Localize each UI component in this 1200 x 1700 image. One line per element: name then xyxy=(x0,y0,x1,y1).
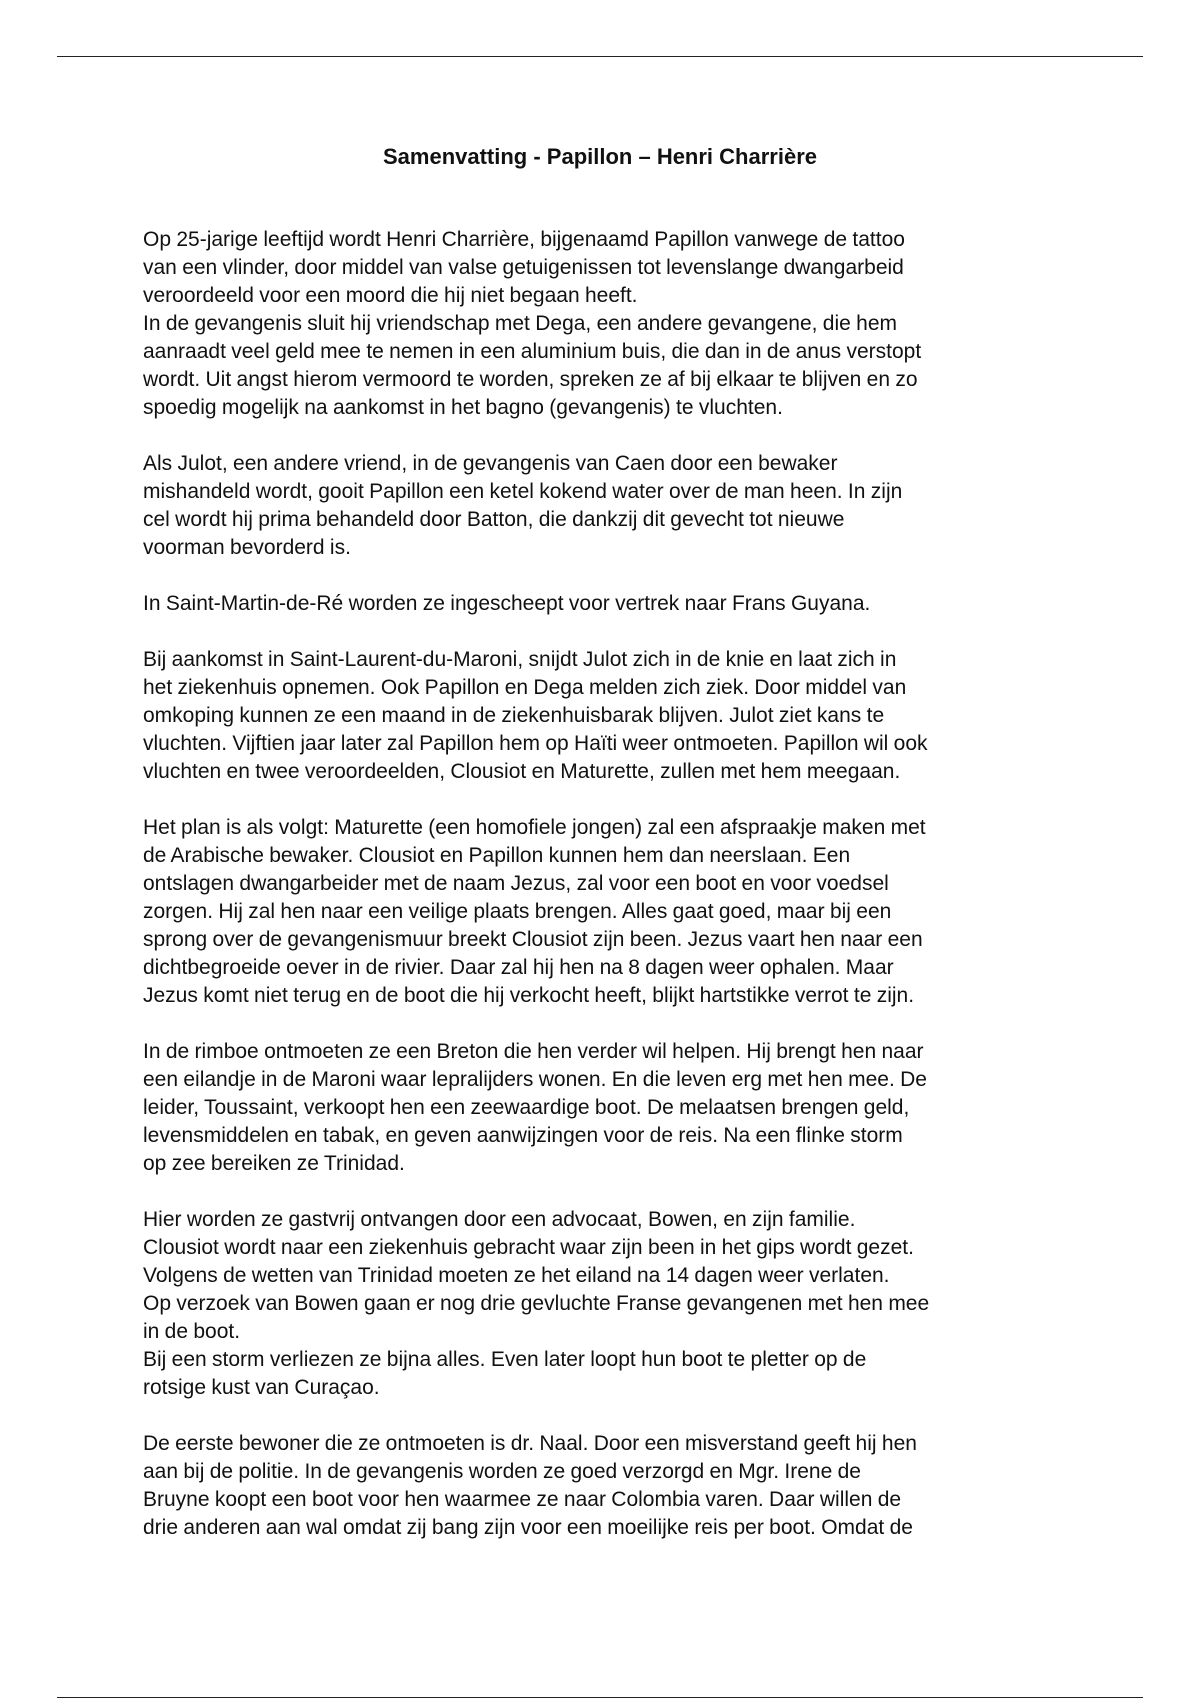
text-line: omkoping kunnen ze een maand in de ziekenhuisbarak blijven. Julot ziet kans te xyxy=(143,704,885,727)
paragraph-2 xyxy=(143,450,1073,562)
text-line: spoedig mogelijk na aankomst in het bagno (gevangenis) te vluchten. xyxy=(143,396,783,419)
text-line: een eilandje in de Maroni waar lepralijders wonen. En die leven erg met hen mee. De xyxy=(143,1068,927,1091)
text-line: de Arabische bewaker. Clousiot en Papillon kunnen hem dan neerslaan. Een xyxy=(143,844,851,867)
paragraph-4 xyxy=(143,646,1073,786)
text-line: Jezus komt niet terug en de boot die hij verkocht heeft, blijkt hartstikke verrot te zijn. xyxy=(143,984,915,1007)
text-line: Hier worden ze gastvrij ontvangen door een advocaat, Bowen, en zijn familie. xyxy=(143,1208,856,1231)
text-line: vluchten. Vijftien jaar later zal Papillon hem op Haïti weer ontmoeten. Papillon wil ook xyxy=(143,732,928,755)
text-line: het ziekenhuis opnemen. Ook Papillon en Dega melden zich ziek. Door middel van xyxy=(143,676,907,699)
text-line: vluchten en twee veroordeelden, Clousiot en Maturette, zullen met hem meegaan. xyxy=(143,760,901,783)
top-rule xyxy=(57,56,1143,57)
text-line: aanraadt veel geld mee te nemen in een aluminium buis, die dan in de anus verstopt xyxy=(143,340,922,363)
text-line: levensmiddelen en tabak, en geven aanwijzingen voor de reis. Na een flinke storm xyxy=(143,1124,903,1147)
text-line: In de rimboe ontmoeten ze een Breton die hen verder wil helpen. Hij brengt hen naar xyxy=(143,1040,924,1063)
text-line: dichtbegroeide oever in de rivier. Daar zal hij hen na 8 dagen weer ophalen. Maar xyxy=(143,956,894,979)
text-line: Als Julot, een andere vriend, in de gevangenis van Caen door een bewaker xyxy=(143,452,838,475)
text-line: Volgens de wetten van Trinidad moeten ze het eiland na 14 dagen weer verlaten. xyxy=(143,1264,890,1287)
paragraph-8 xyxy=(143,1430,1073,1542)
paragraph-3 xyxy=(143,590,1073,618)
text-line: leider, Toussaint, verkoopt hen een zeewaardige boot. De melaatsen brengen geld, xyxy=(143,1096,910,1119)
text-line: ontslagen dwangarbeider met de naam Jezus, zal voor een boot en voor voedsel xyxy=(143,872,889,895)
text-line: Clousiot wordt naar een ziekenhuis gebracht waar zijn been in het gips wordt gezet. xyxy=(143,1236,914,1259)
text-line: Het plan is als volgt: Maturette (een homofiele jongen) zal een afspraakje maken met xyxy=(143,816,926,839)
text-line: Bij een storm verliezen ze bijna alles. Even later loopt hun boot te pletter op de xyxy=(143,1348,867,1371)
bottom-rule xyxy=(57,1697,1143,1698)
document-title: Samenvatting - Papillon – Henri Charrière xyxy=(382,144,817,169)
paragraph-7 xyxy=(143,1206,1073,1402)
paragraph-5 xyxy=(143,814,1073,1010)
paragraph-6 xyxy=(143,1038,1073,1178)
text-line: rotsige kust van Curaçao. xyxy=(143,1376,380,1399)
text-line: sprong over de gevangenismuur breekt Clousiot zijn been. Jezus vaart hen naar een xyxy=(143,928,923,951)
text-line: In Saint-Martin-de-Ré worden ze ingescheept voor vertrek naar Frans Guyana. xyxy=(143,592,871,615)
text-line: Bruyne koopt een boot voor hen waarmee ze naar Colombia varen. Daar willen de xyxy=(143,1488,902,1511)
text-line: mishandeld wordt, gooit Papillon een ketel kokend water over de man heen. In zijn xyxy=(143,480,903,503)
text-line: cel wordt hij prima behandeld door Batton, die dankzij dit gevecht tot nieuwe xyxy=(143,508,845,531)
text-line: zorgen. Hij zal hen naar een veilige plaats brengen. Alles gaat goed, maar bij een xyxy=(143,900,892,923)
text-line: In de gevangenis sluit hij vriendschap met Dega, een andere gevangene, die hem xyxy=(143,312,898,335)
document-body xyxy=(143,226,1073,1570)
text-line: Op 25-jarige leeftijd wordt Henri Charrière, bijgenaamd Papillon vanwege de tattoo xyxy=(143,228,905,251)
text-line: De eerste bewoner die ze ontmoeten is dr. Naal. Door een misverstand geeft hij hen xyxy=(143,1432,917,1455)
text-line: aan bij de politie. In de gevangenis worden ze goed verzorgd en Mgr. Irene de xyxy=(143,1460,861,1483)
text-line: wordt. Uit angst hierom vermoord te worden, spreken ze af bij elkaar te blijven en zo xyxy=(143,368,918,391)
text-line: Op verzoek van Bowen gaan er nog drie gevluchte Franse gevangenen met hen mee xyxy=(143,1292,930,1315)
text-line: drie anderen aan wal omdat zij bang zijn voor een moeilijke reis per boot. Omdat de xyxy=(143,1516,913,1539)
text-line: Bij aankomst in Saint-Laurent-du-Maroni, snijdt Julot zich in de knie en laat zich in xyxy=(143,648,897,671)
paragraph-1 xyxy=(143,226,1073,422)
text-line: op zee bereiken ze Trinidad. xyxy=(143,1152,405,1175)
text-line: veroordeeld voor een moord die hij niet begaan heeft. xyxy=(143,284,638,307)
text-line: van een vlinder, door middel van valse getuigenissen tot levenslange dwangarbeid xyxy=(143,256,904,279)
text-line: voorman bevorderd is. xyxy=(143,536,351,559)
text-line: in de boot. xyxy=(143,1320,241,1343)
